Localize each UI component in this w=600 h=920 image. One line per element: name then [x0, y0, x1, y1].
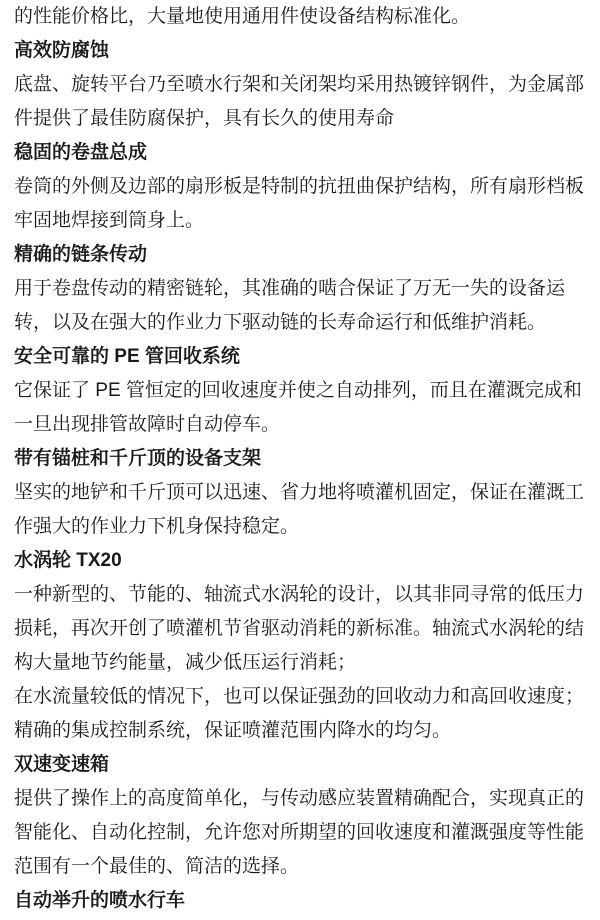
paragraph-line: 用于卷盘传动的精密链轮，其准确的啮合保证了万无一失的设备运: [14, 278, 566, 299]
paragraph-line: 构大量地节约能量，减少低压运行消耗；: [14, 652, 357, 673]
paragraph-line: 提供了操作上的高度简单化，与传动感应装置精确配合，实现真正的: [14, 788, 585, 809]
paragraph-line: 一旦出现排管故障时自动停车。: [14, 414, 281, 435]
paragraph-line: 它保证了 PE 管恒定的回收速度并使之自动排列，而且在灌溉完成和: [14, 380, 582, 401]
paragraph-line: 范围有一个最佳的、简洁的选择。: [14, 856, 300, 877]
paragraph-line: 一种新型的、节能的、轴流式水涡轮的设计，以其非同寻常的低压力: [14, 584, 585, 605]
heading-anchor-jack-stand: 带有锚桩和千斤顶的设备支架: [14, 448, 262, 469]
heading-water-turbine-tx20: 水涡轮 TX20: [14, 550, 122, 571]
heading-auto-lift-sprinkler-cart: 自动举升的喷水行车: [14, 890, 186, 911]
paragraph-line: 损耗，再次开创了喷灌机节省驱动消耗的新标准。轴流式水涡轮的结: [14, 618, 585, 639]
paragraph-line: 智能化、自动化控制，允许您对所期望的回收速度和灌溉强度等性能: [14, 822, 585, 843]
paragraph-line: 作强大的作业力下机身保持稳定。: [14, 516, 300, 537]
heading-corrosion-protection: 高效防腐蚀: [14, 40, 110, 61]
paragraph-line: 坚实的地铲和千斤顶可以迅速、省力地将喷灌机固定，保证在灌溉工: [14, 482, 585, 503]
paragraph-line: 精确的集成控制系统，保证喷灌范围内降水的均匀。: [14, 720, 452, 741]
paragraph-line: 转，以及在强大的作业力下驱动链的长寿命运行和低维护消耗。: [14, 312, 547, 333]
paragraph-line: 件提供了最佳防腐保护，具有长久的使用寿命: [14, 108, 395, 129]
heading-reel-assembly: 稳固的卷盘总成: [14, 142, 148, 163]
paragraph-line: 在水流量较低的情况下，也可以保证强劲的回收动力和高回收速度；: [14, 686, 585, 707]
paragraph-line: 底盘、旋转平台乃至喷水行架和关闭架均采用热镀锌钢件，为金属部: [14, 74, 585, 95]
paragraph-line: 牢固地焊接到筒身上。: [14, 210, 205, 231]
heading-pe-pipe-recovery: 安全可靠的 PE 管回收系统: [14, 346, 240, 367]
paragraph-line: 卷筒的外侧及边部的扇形板是特制的抗扭曲保护结构，所有扇形档板: [14, 176, 585, 197]
paragraph-line: 的性能价格比，大量地使用通用件使设备结构标准化。: [14, 6, 471, 27]
heading-chain-drive: 精确的链条传动: [14, 244, 148, 265]
heading-two-speed-gearbox: 双速变速箱: [14, 754, 110, 775]
